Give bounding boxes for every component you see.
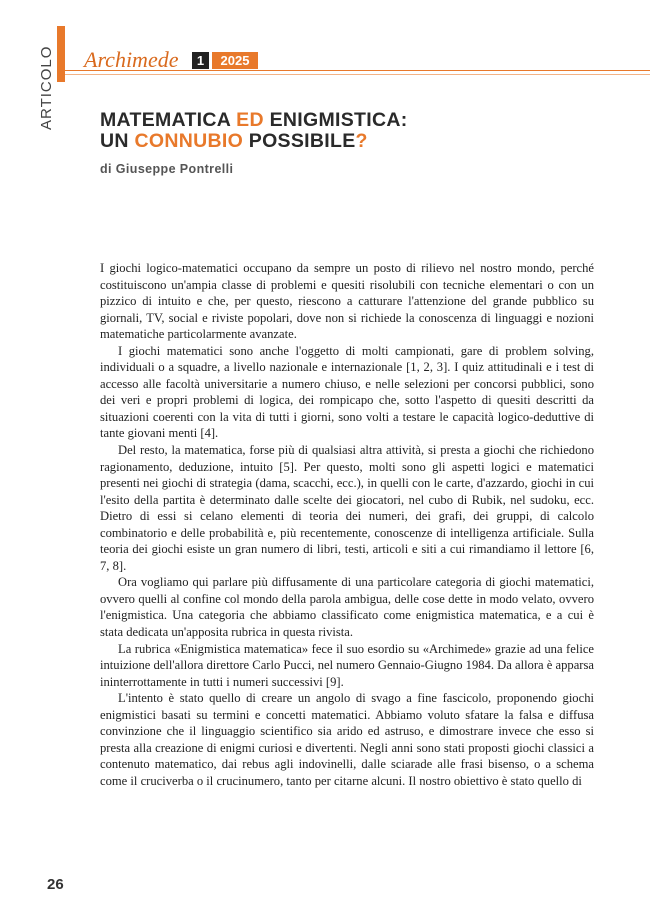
paragraph: I giochi logico-matematici occupano da sempre un posto di rilievo nel nostro mondo, perché costituiscono un'ampia classe di problemi e quesiti risolubili con tecniche elementari o con un pizzico di intuito e che, per questo, riescono a catturare l'attenzione del grande pubblico su giornali, TV, social e riviste popolari, dove non si richiede la conoscenza di linguaggi e nozioni matematiche particolarmente avanzate.	[100, 261, 594, 342]
title-line-2	[100, 131, 620, 152]
section-label: ARTICOLO	[38, 45, 55, 130]
article-body	[100, 260, 594, 790]
title-text: POSSIBILE	[243, 130, 356, 152]
article-title	[100, 110, 620, 152]
paragraph: Ora vogliamo qui parlare più diffusamente di una particolare categoria di giochi matematici, ovvero quelli al confine col mondo della parola ambigua, delle cose dette in modo velato, ovvero l'enigmistica. Una categoria che abbiamo classificato come enigmistica matematica, e a cui è stata dedicata un'apposita rubrica in questa rivista.	[100, 575, 594, 640]
title-text: ENIGMISTICA:	[263, 109, 408, 131]
paragraph: I giochi matematici sono anche l'oggetto di molti campionati, gare di problem solving, individuali o a squadre, a livello nazionale e internazionale [1, 2, 3]. I quiz attitudinali e i test di accesso alle facoltà universitarie a numero chiuso, e nelle selezioni per concorsi pubblici, sono dei veri e propri problemi di logica, dei rompicapo che, sotto l'aspetto di quesiti descritti da situazioni coerenti con la vita di tutti i giorni, sono volti a testare le capacità logico-deduttive di tante giovani menti [4].	[100, 343, 594, 441]
header-rule-secondary	[65, 74, 650, 75]
paragraph: La rubrica «Enigmistica matematica» fece il suo esordio su «Archimede» grazie ad una felice intuizione dell'allora direttore Carlo Pucci, nel numero Gennaio-Giugno 1984. Da allora è apparsa ininterrottamente in tutti i numeri successivi [9].	[100, 641, 594, 689]
title-line-1	[100, 110, 620, 131]
paragraph: Del resto, la matematica, forse più di qualsiasi altra attività, si presta a giochi che richiedono ragionamento, deduzione, intuito [5]. Per questo, molti sono gli aspetti logici e matematici presenti nei giochi di strategia (dama, scacchi, ecc.), in quelli con le carte, d'azzardo, giochi in cui l'esito della partita è determinato dalle scelte dei giocatori, nel cubo di Rubik, nel sudoku, ecc. Dietro di essi si celano elementi di teoria dei numeri, dei grafi, dei gruppi, di calcolo combinatorio e delle probabilità e, più recentemente, conoscenze di intelligenza artificiale. Sulla teoria dei giochi esiste un gran numero di libri, testi, articoli e siti a cui rimandiamo il lettore [6, 7, 8].	[100, 443, 594, 573]
issue-number-badge: 1	[192, 52, 209, 69]
journal-title: Archimede	[84, 47, 179, 72]
title-highlight: ?	[355, 130, 368, 152]
accent-bar	[57, 26, 65, 82]
title-text: MATEMATICA	[100, 109, 237, 131]
page-number: 26	[47, 876, 64, 893]
issue-year-badge: 2025	[212, 52, 258, 69]
title-highlight: ED	[236, 109, 264, 131]
title-highlight: CONNUBIO	[134, 130, 244, 152]
paragraph: L'intento è stato quello di creare un angolo di svago a fine fascicolo, proponendo giochi enigmistici basati su termini e concetti matematici. Abbiamo voluto sfatare la falsa e diffusa convinzione che il linguaggio scientifico sia arido ed astruso, e dimostrare invece che esso si presta alla creazione di enigmi curiosi e divertenti. Negli anni sono stati proposti giochi classici a contenuto matematico, dai rebus agli indovinelli, dalle sciarade alle frasi bisenso, o a schema come il cruciverba o il crucinumero, tanto per citarne alcuni. Il nostro obiettivo è stato quello di	[100, 691, 594, 788]
author-byline: di Giuseppe Pontrelli	[100, 162, 234, 176]
title-text: UN	[100, 130, 135, 152]
